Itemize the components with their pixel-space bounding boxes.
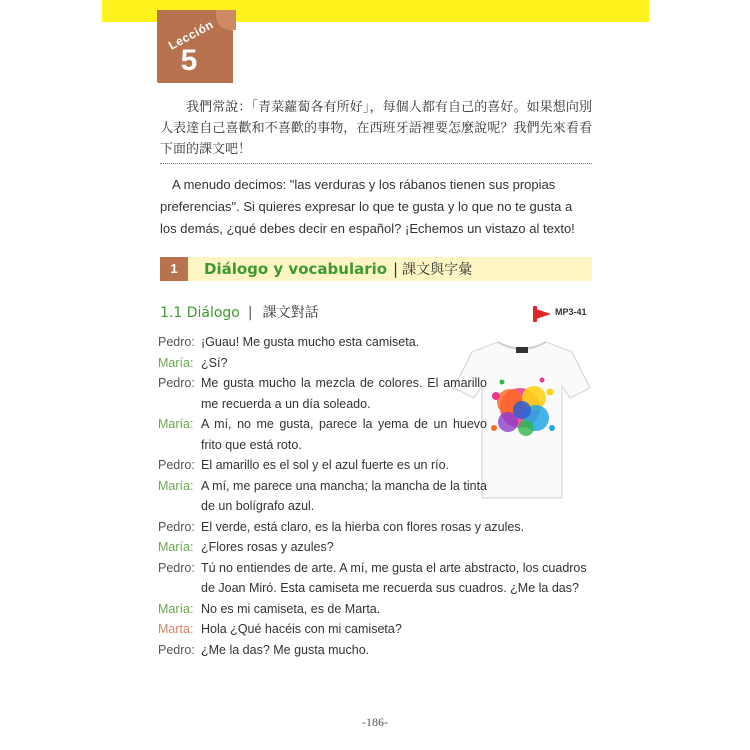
lesson-number: 5 [180, 44, 198, 77]
dialogue-text: Me gusta mucho la mezcla de colores. El amarillo me recuerda a un día soleado. [201, 376, 487, 411]
speaker-label: María: [158, 540, 194, 554]
speaker-label: María: [158, 601, 194, 616]
audio-track-label: MP3-41 [555, 307, 587, 317]
page-number: -186- [362, 715, 388, 729]
dialogue-line [158, 414, 487, 455]
audio-track-button[interactable] [533, 306, 595, 322]
speaker-label: Pedro: [158, 335, 195, 349]
section-heading [160, 257, 592, 281]
speaker-label: Pedro: [158, 376, 195, 390]
dialogue-text: ¿Me la das? Me gusta mucho. [201, 642, 370, 657]
speaker-label: Marta: [158, 622, 194, 636]
speaker-label: María: [158, 417, 194, 431]
dialogue-line [158, 517, 594, 538]
subsection-title: 1.1 Diálogo [160, 305, 240, 321]
dialogue-line [158, 373, 487, 414]
speaker-label: María: [158, 355, 194, 370]
dialogue-text: Tú no entiendes de arte. A mí, me gusta el arte abstracto, los cuadros de Joan Miró. Esta camiseta me recuerda sus cuadros. ¿Me la das? [201, 560, 587, 595]
dotted-divider [160, 163, 592, 164]
dialogue-text: A mí, no me gusta, parece la yema de un huevo frito que está roto. [201, 417, 487, 452]
dialogue-line [158, 537, 594, 558]
dialogue-text: Hola ¿Qué hacéis con mi camiseta? [201, 622, 402, 636]
section-number: 1 [160, 257, 188, 281]
dialogue-line [158, 332, 594, 353]
subsection-heading [160, 304, 319, 322]
dialogue-text: A mí, me parece una mancha; la mancha de la tinta de un bolígrafo azul. [201, 478, 487, 513]
speaker-label: Pedro: [158, 560, 195, 575]
speaker-label: Pedro: [158, 458, 195, 472]
dialogue-text: ¡Guau! Me gusta mucho esta camiseta. [201, 335, 420, 349]
dialogue-text: ¿Sí? [201, 355, 228, 370]
intro-spanish: A menudo decimos: "las verduras y los rábanos tienen sus propias preferencias". Si quieres expresar lo que te gusta y lo que no te gusta a los demás, ¿qué debes decir en español? ¡Echemos un vistazo al texto! [160, 177, 575, 236]
section-title-group [204, 257, 472, 282]
lesson-word: Lección [166, 17, 216, 53]
dialogue-line [158, 455, 487, 476]
speaker-label: María: [158, 478, 194, 493]
section-title-zh: 課文與字彙 [402, 262, 473, 278]
dialogue-text: ¿Flores rosas y azules? [201, 540, 334, 554]
dialogue-line [158, 640, 594, 661]
subsection-separator: | [247, 305, 253, 321]
dialogue-line [158, 353, 594, 374]
dialogue-text: No es mi camiseta, es de Marta. [201, 601, 381, 616]
dialogue [158, 332, 594, 660]
speaker-label: Pedro: [158, 642, 195, 657]
lesson-tab [157, 10, 233, 83]
dialogue-line [158, 599, 594, 620]
intro-chinese: 我們常說：「青菜蘿蔔各有所好」，每個人都有自己的喜好。如果想向別人表達自己喜歡和不喜歡的事物，在西班牙語裡要怎麼說呢？我們先來看看下面的課文吧！ [160, 100, 592, 157]
section-separator: | [393, 260, 399, 278]
speaker-label: Pedro: [158, 519, 195, 534]
subsection-title-zh: 課文對話 [262, 305, 319, 321]
dialogue-line [158, 619, 594, 640]
dialogue-text: El amarillo es el sol y el azul fuerte es un río. [201, 458, 450, 472]
dialogue-line [158, 476, 487, 517]
dialogue-line [158, 558, 594, 599]
dialogue-text: El verde, está claro, es la hierba con flores rosas y azules. [201, 519, 525, 534]
section-title: Diálogo y vocabulario [204, 260, 388, 278]
audio-flag-shape [533, 308, 551, 320]
